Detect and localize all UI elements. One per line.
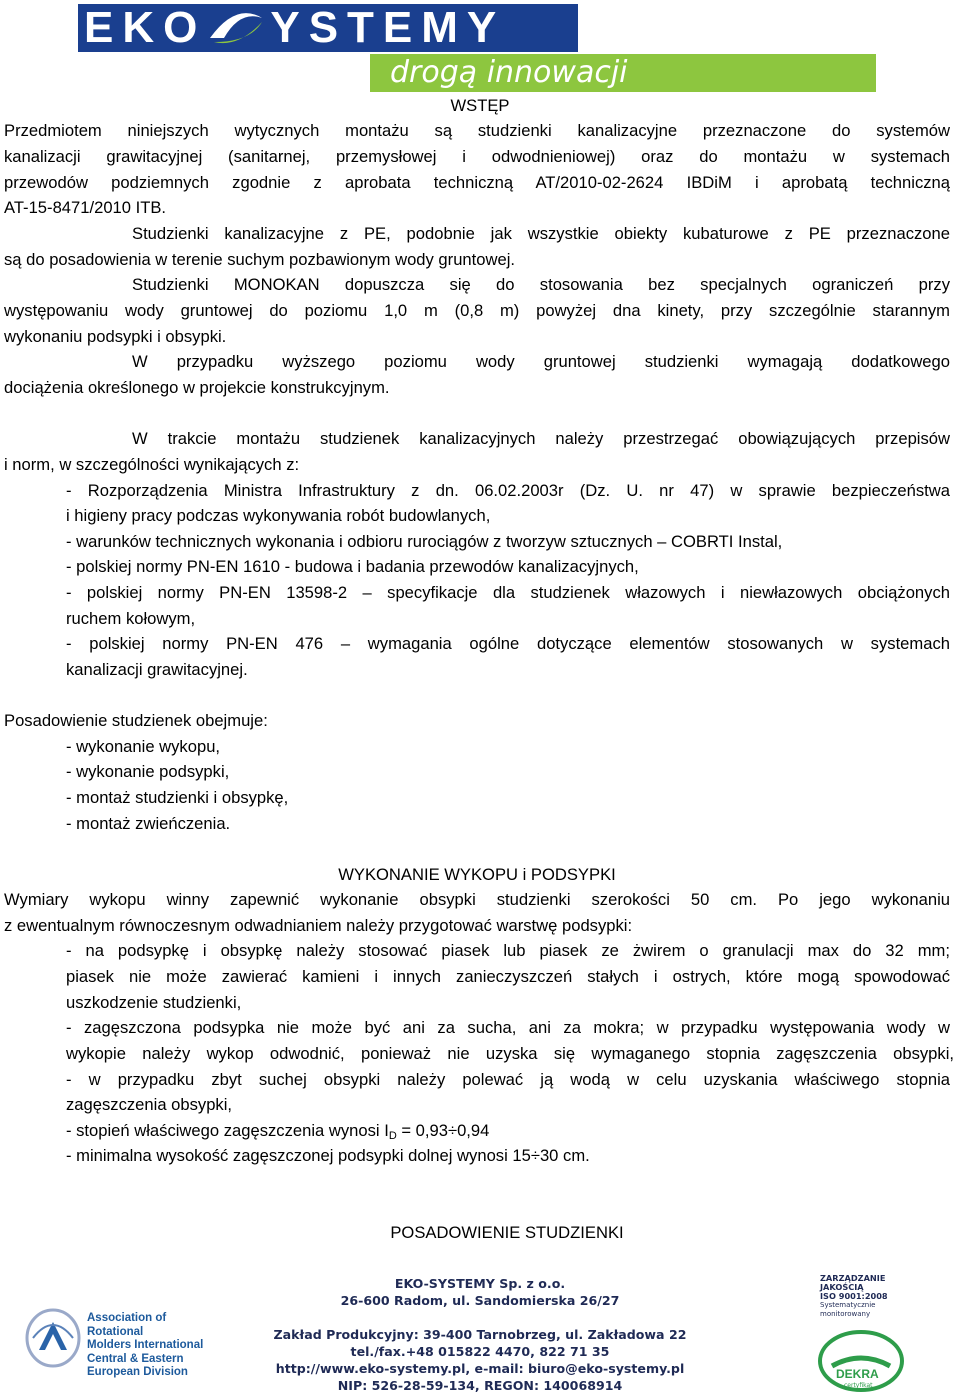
list-item: - wykonanie wykopu, xyxy=(66,737,221,756)
association-line: Association of Rotational xyxy=(87,1312,167,1338)
list-item: zagęszczenia obsypki, xyxy=(66,1095,233,1114)
paragraph-line: dociążenia określonego w projekcie konstrukcyjnym. xyxy=(4,378,390,397)
heading-intro: WSTĘP xyxy=(450,96,510,115)
list-item: - na podsypkę i obsypkę należy stosować piasek lub piasek ze żwirem o granulacji max do 32 mm; xyxy=(66,941,950,960)
paragraph-line: z ewentualnym równoczesnym odwadnianiem należy przygotować warstwę podsypki: xyxy=(4,916,633,935)
list-item: - minimalna wysokość zagęszczonej podsypki dolnej wynosi 15÷30 cm. xyxy=(66,1146,590,1165)
list-item: - montaż studzienki i obsypkę, xyxy=(66,788,289,807)
footer-phone: tel./fax.+48 015822 4470, 822 71 35 xyxy=(350,1344,610,1359)
cert-line: JAKOŚCIĄ xyxy=(820,1282,864,1292)
list-item: - polskiej normy PN-EN 13598-2 – specyfikacje dla studzienek włazowych i niewłazowych obciążonych xyxy=(66,583,950,602)
paragraph-line: AT-15-8471/2010 ITB. xyxy=(4,198,167,217)
association-line: European Division xyxy=(87,1366,188,1378)
association-badge-icon xyxy=(25,1308,81,1368)
list-item xyxy=(66,1118,489,1143)
cert-line: ISO 9001:2008 xyxy=(820,1291,888,1301)
dekra-brand: DEKRA xyxy=(836,1367,879,1381)
compaction-subscript: D xyxy=(388,1130,397,1142)
cert-line: monitorowany xyxy=(820,1310,871,1318)
association-line: Molders International xyxy=(87,1339,204,1351)
list-item: ruchem kołowym, xyxy=(66,609,196,628)
list-item: - polskiej normy PN-EN 1610 - budowa i badania przewodów kanalizacyjnych, xyxy=(66,557,639,576)
list-item: wykopie należy wykop odwodnić, ponieważ nie uzyska się wymaganego stopnia zagęszczenia obsypki, xyxy=(66,1044,954,1063)
paragraph-line: występowaniu wody gruntowej do poziomu 1,0 m (0,8 m) powyżej dna kinety, przy szczególnie starannym xyxy=(4,301,950,320)
paragraph-line: wykonaniu podsypki i obsypki. xyxy=(4,327,227,346)
compaction-text: - stopień właściwego zagęszczenia wynosi I xyxy=(66,1121,389,1140)
paragraph-line: są do posadowienia w terenie suchym pozbawionym wody gruntowej. xyxy=(4,250,515,269)
logo-text-left: EKO xyxy=(84,3,207,52)
association-line: Central & Eastern xyxy=(87,1352,184,1365)
heading-excavation: WYKONANIE WYKOPU i PODSYPKI xyxy=(338,865,616,884)
paragraph-line: Studzienki MONOKAN dopuszcza się do stosowania bez specjalnych ograniczeń przy xyxy=(132,275,950,294)
compaction-value: = 0,93÷0,94 xyxy=(396,1121,490,1140)
paragraph-line: Posadowienie studzienek obejmuje: xyxy=(4,711,268,730)
paragraph-line: Przedmiotem niniejszych wytycznych montażu są studzienki kanalizacyjne przeznaczone do systemów xyxy=(4,121,950,140)
list-item: - Rozporządzenia Ministra Infrastruktury z dn. 06.02.2003r (Dz. U. nr 47) w sprawie bezpieczeństwa xyxy=(66,481,950,500)
footer-web-link[interactable]: http://www.eko-systemy.pl, e-mail: biuro@eko-systemy.pl xyxy=(275,1361,685,1376)
paragraph-line: W trakcie montażu studzienek kanalizacyjnych należy przestrzegać obowiązujących przepisów xyxy=(132,429,950,448)
list-item: - wykonanie podsypki, xyxy=(66,762,230,781)
footer-company: EKO-SYSTEMY Sp. z o.o. xyxy=(394,1276,566,1291)
cert-line: ZARZĄDZANIE xyxy=(820,1273,886,1283)
list-item: - montaż zwieńczenia. xyxy=(66,814,231,833)
list-item: - warunków technicznych wykonania i odbioru rurociągów z tworzyw sztucznych – COBRTI Instal, xyxy=(66,532,783,551)
dekra-small: certyfikat xyxy=(844,1382,873,1389)
logo-swoosh xyxy=(206,4,270,52)
iso-certificate-badge xyxy=(816,1274,906,1392)
list-item: piasek nie może zawierać kamieni i innych zanieczyszczeń stałych i ostrych, które mogą spowodować xyxy=(66,967,950,986)
footer-address: 26-600 Radom, ul. Sandomierska 26/27 xyxy=(340,1293,620,1308)
list-item: - polskiej normy PN-EN 476 – wymagania ogólne dotyczące elementów stosowanych w systemach xyxy=(66,634,950,653)
paragraph-line: Wymiary wykopu winny zapewnić wykonanie obsypki studzienki szerokości 50 cm. Po jego wykonaniu xyxy=(4,890,950,909)
cert-line: Systematycznie xyxy=(820,1301,876,1309)
list-item: i higieny pracy podczas wykonywania robót budowlanych, xyxy=(66,506,491,525)
paragraph-line: i norm, w szczególności wynikających z: xyxy=(4,455,300,474)
company-logo xyxy=(78,4,876,92)
list-item: kanalizacji grawitacyjnej. xyxy=(66,660,248,679)
logo-text-right: YSTEMY xyxy=(270,3,506,52)
list-item: - w przypadku zbyt suchej obsypki należy polewać ją wodą w celu uzyskania właściwego stopnia xyxy=(66,1070,950,1089)
list-item: uszkodzenie studzienki, xyxy=(66,993,242,1012)
heading-placement: POSADOWIENIE STUDZIENKI xyxy=(390,1223,624,1242)
footer-ids: NIP: 526-28-59-134, REGON: 140068914 xyxy=(337,1378,623,1393)
paragraph-line: Studzienki kanalizacyjne z PE, podobnie jak wszystkie obiekty kubaturowe z PE przeznaczone xyxy=(132,224,950,243)
footer-plant: Zakład Produkcyjny: 39-400 Tarnobrzeg, ul. Zakładowa 22 xyxy=(273,1327,687,1342)
list-item: - zagęszczona podsypka nie może być ani za sucha, ani za mokra; w przypadku występowania wody w xyxy=(66,1018,950,1037)
paragraph-line: przewodów podziemnych zgodnie z aprobata techniczną AT/2010-02-2624 IBDiM i aprobatą techniczną xyxy=(4,173,950,192)
association-logo xyxy=(25,1308,205,1378)
logo-slogan: drogą innowacji xyxy=(390,55,628,90)
paragraph-line: kanalizacji grawitacyjnej (sanitarnej, przemysłowej i odwodnieniowej) oraz do montażu w systemach xyxy=(4,147,950,166)
paragraph-line: W przypadku wyższego poziomu wody gruntowej studzienki wymagają dodatkowego xyxy=(132,352,950,371)
